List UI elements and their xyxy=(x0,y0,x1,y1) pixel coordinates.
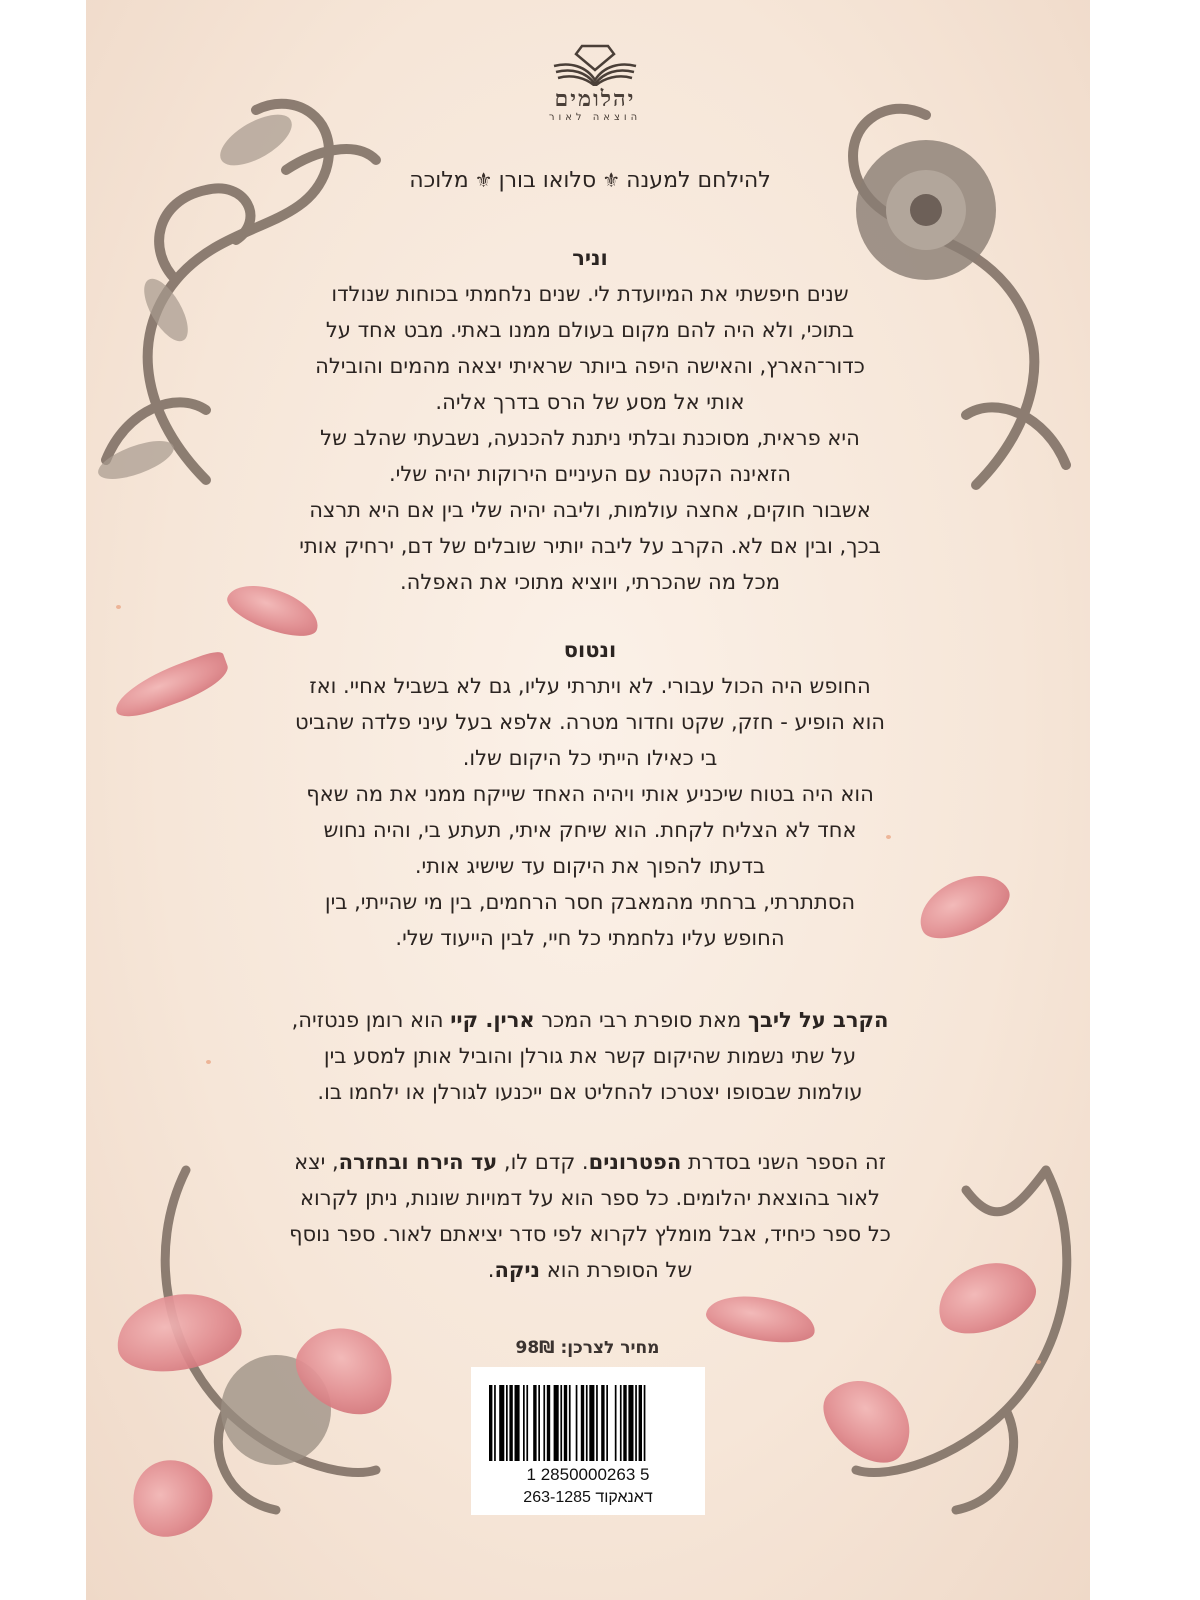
text-segment: עולמות שבסופו יצטרכו להחליט אם ייכנעו לגורלן או ילחמו בו. xyxy=(317,1080,863,1104)
text-segment: אשבור חוקים, אחצה עולמות, וליבה יהיה שלי בין אם היא תרצה xyxy=(309,498,871,522)
text-segment: החופש עליו נלחמתי כל חיי, לבין הייעוד שלי. xyxy=(395,926,785,950)
publisher-tagline: הוצאה לאור xyxy=(548,112,642,123)
text-segment: מכל מה שהכרתי, ויוציא מתוכי את האפלה. xyxy=(399,570,781,594)
fleur-icon: ⚜ xyxy=(602,168,621,192)
text-line xyxy=(250,1074,930,1110)
text-line xyxy=(250,884,930,920)
barcode-bar xyxy=(589,1385,594,1461)
danacode: דאנאקוד 263-1285 xyxy=(523,1489,653,1506)
barcode xyxy=(471,1367,705,1515)
text-segment: זה הספר השני בסדרת xyxy=(681,1150,886,1174)
barcode-bar xyxy=(635,1385,637,1461)
barcode-bar xyxy=(596,1385,598,1461)
text-segment: . קדם לו, xyxy=(497,1150,589,1174)
series-title: מלוכה xyxy=(409,168,469,193)
text-line xyxy=(250,492,930,528)
text-line xyxy=(250,384,930,420)
barcode-bar xyxy=(623,1385,626,1461)
text-line xyxy=(250,420,930,456)
text-segment: הוא הופיע - חזק, שקט וחדור מטרה. אלפא בעל עיני פלדה שהביט xyxy=(294,710,886,734)
text-line xyxy=(250,564,930,600)
speck xyxy=(116,605,121,609)
barcode-bar xyxy=(586,1385,588,1461)
text-segment: היא פראית, מסוכנת ובלתי ניתנת להכנעה, נשבעתי שהלב של xyxy=(320,426,860,450)
text-line xyxy=(250,276,930,312)
bold-text: ארין. קיי xyxy=(450,1008,535,1032)
barcode-bar xyxy=(576,1385,578,1461)
speck xyxy=(206,1060,211,1064)
text-line xyxy=(250,1216,930,1252)
text-segment: אותי אל מסע של הרס בדרך אליה. xyxy=(435,390,745,414)
price-label: מחיר לצרכן: 98₪ xyxy=(515,1338,660,1358)
barcode-bar xyxy=(515,1385,520,1461)
barcode-bar xyxy=(554,1385,559,1461)
barcode-bar xyxy=(494,1385,496,1461)
text-segment: , יצא xyxy=(294,1150,339,1174)
barcode-bar xyxy=(581,1385,584,1461)
bold-text: הקרב על ליבך xyxy=(747,1008,889,1032)
text-line xyxy=(250,1252,930,1288)
barcode-bar xyxy=(569,1385,571,1461)
series-title: סלואו בורן xyxy=(498,168,597,193)
barcode-number: 1 2850000263 5 xyxy=(526,1465,650,1484)
barcode-bar xyxy=(526,1385,528,1461)
barcode-bar xyxy=(606,1385,608,1461)
text-line xyxy=(250,312,930,348)
text-segment: הסתתרתי, ברחתי מהמאבק חסר הרחמים, בין מי שהייתי, בין xyxy=(324,890,856,914)
bold-text: הפטרונים xyxy=(588,1150,682,1174)
barcode-bar xyxy=(601,1385,604,1461)
text-segment: בכך, ובין אם לא. הקרב על ליבה יותיר שובלים של דם, ירחיק אותי xyxy=(299,534,881,558)
text-line xyxy=(250,848,930,884)
text-segment: שנים חיפשתי את המיועדת לי. שנים נלחמתי בכוחות שנולדו xyxy=(331,282,849,306)
barcode-bars xyxy=(489,1385,687,1461)
barcode-bar xyxy=(543,1385,545,1461)
text-segment: כל ספר כיחיד, אבל מומלץ לקרוא לפי סדר יציאתם לאור. ספר נוסף xyxy=(289,1222,891,1246)
barcode-bar xyxy=(628,1385,633,1461)
text-segment: בי כאילו הייתי כל היקום שלו. xyxy=(462,746,718,770)
text-segment: הוא היה בטוח שיכניע אותי ויהיה האחד שייקח ממני את מה שאף xyxy=(306,782,874,806)
book-diamond-icon xyxy=(550,40,640,86)
text-segment: כדור־הארץ, והאישה היפה ביותר שראיתי יצאה מהמים והובילה xyxy=(315,354,865,378)
text-line xyxy=(250,528,930,564)
barcode-bar xyxy=(523,1385,525,1461)
text-segment: אחד לא הצליח לקחת. הוא שיחק איתי, תעתע בי, והיה נחוש xyxy=(323,818,857,842)
barcode-bar xyxy=(644,1385,646,1461)
text-line xyxy=(250,776,930,812)
bold-text: עד הירח ובחזרה xyxy=(338,1150,498,1174)
book-description xyxy=(250,1002,930,1110)
publisher-logo xyxy=(540,40,650,123)
barcode-bar xyxy=(620,1385,622,1461)
barcode-bar xyxy=(499,1385,504,1461)
text-segment: בתוכי, ולא היה להם מקום בעולם ממנו באתי. מבט אחד על xyxy=(325,318,855,342)
text-line xyxy=(250,348,930,384)
character-heading: וניר xyxy=(572,246,608,270)
text-line xyxy=(250,1038,930,1074)
barcode-bar xyxy=(538,1385,540,1461)
bold-text: ניקה xyxy=(494,1258,541,1282)
petal xyxy=(703,1289,819,1349)
barcode-bar xyxy=(615,1385,617,1461)
text-line xyxy=(250,668,930,704)
text-segment: לאור בהוצאת יהלומים. כל ספר הוא על דמויות שונות, ניתן לקרוא xyxy=(300,1186,880,1210)
text-segment: . xyxy=(487,1258,495,1282)
text-line xyxy=(250,1002,930,1038)
petal xyxy=(108,649,233,724)
series-description xyxy=(250,1144,930,1288)
text-line xyxy=(250,1144,930,1180)
text-segment: מאת סופרת רבי המכר xyxy=(534,1008,748,1032)
barcode-bar xyxy=(506,1385,508,1461)
barcode-bar xyxy=(639,1385,642,1461)
blurb-vanir xyxy=(250,240,930,600)
text-segment: בדעתו להפוך את היקום עד שישיג אותי. xyxy=(414,854,766,878)
text-segment: הוא רומן פנטזיה, xyxy=(291,1008,451,1032)
series-titles xyxy=(300,168,880,193)
text-line xyxy=(250,812,930,848)
series-title: להילחם למענה xyxy=(626,168,771,193)
text-segment: החופש היה הכול עבורי. לא ויתרתי עליו, גם לא בשביל אחיי. ואז xyxy=(309,674,871,698)
text-segment: של הסופרת הוא xyxy=(540,1258,693,1282)
text-line xyxy=(250,1180,930,1216)
barcode-bar xyxy=(533,1385,536,1461)
blurb-ventus xyxy=(250,632,930,956)
text-line xyxy=(250,740,930,776)
barcode-bar xyxy=(489,1385,492,1461)
text-line xyxy=(250,456,930,492)
publisher-name: יהלומים xyxy=(554,86,636,112)
barcode-bar xyxy=(509,1385,512,1461)
speck xyxy=(1036,1360,1041,1364)
text-line xyxy=(250,920,930,956)
text-line xyxy=(250,704,930,740)
character-heading: ונטוס xyxy=(563,638,617,662)
barcode-bar xyxy=(560,1385,562,1461)
barcode-bar xyxy=(564,1385,567,1461)
text-segment: על שתי נשמות שהיקום קשר את גורלן והוביל אותן למסע בין xyxy=(323,1044,857,1068)
barcode-bar xyxy=(547,1385,550,1461)
fleur-icon: ⚜ xyxy=(474,168,493,192)
text-segment: הזאינה הקטנה עם העיניים הירוקות יהיה שלי. xyxy=(388,462,792,486)
